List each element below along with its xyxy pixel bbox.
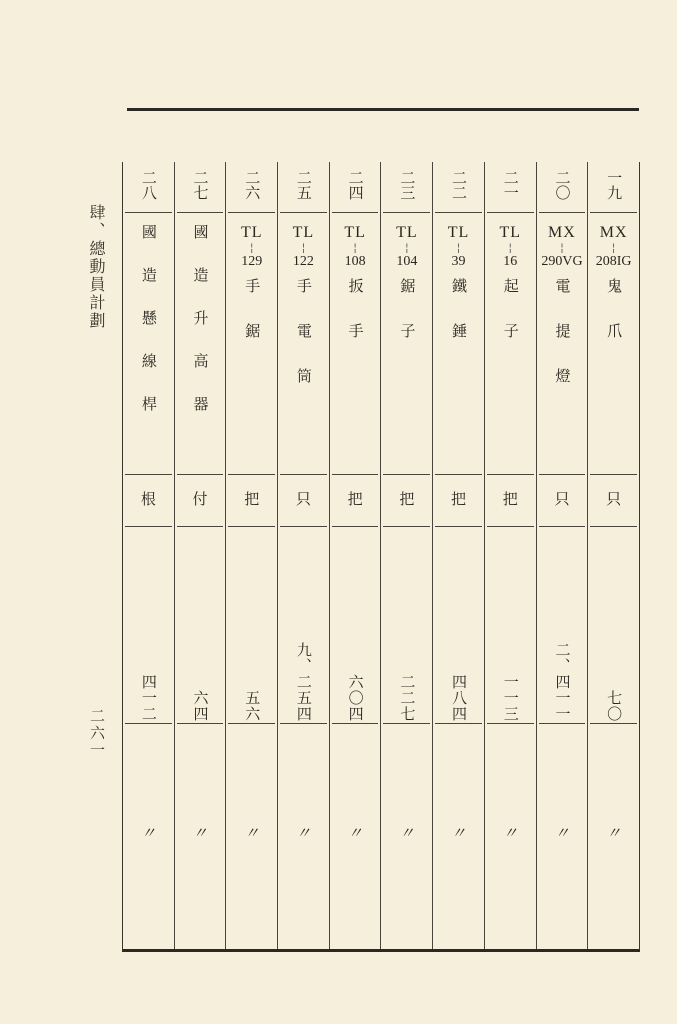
item-name-cell xyxy=(588,224,639,474)
table-column xyxy=(536,162,588,949)
row-divider xyxy=(228,526,275,527)
code-separator: ¦ xyxy=(249,241,254,254)
code-separator: ¦ xyxy=(508,241,513,254)
unit-cell: 把 xyxy=(451,490,467,508)
row-divider xyxy=(332,212,379,213)
item-name-cell xyxy=(537,224,588,474)
item-number-cell xyxy=(588,170,639,200)
item-name: 扳手 xyxy=(346,278,365,368)
item-code: TL xyxy=(447,224,470,241)
quantity-cell xyxy=(381,622,432,722)
quantity: 七〇 xyxy=(605,690,624,722)
item-code: TL xyxy=(499,224,522,241)
item-code-number: 104 xyxy=(396,254,418,269)
unit-cell: 把 xyxy=(244,490,260,508)
row-divider xyxy=(280,526,327,527)
quantity-cell xyxy=(175,622,226,722)
item-number: 二〇 xyxy=(553,170,572,200)
item-name-cell xyxy=(175,224,226,474)
item-name: 鐵錘 xyxy=(450,278,469,368)
quantity-cell xyxy=(537,622,588,722)
quantity-cell xyxy=(588,622,639,722)
remark-ditto-mark: 〃 xyxy=(192,824,208,842)
row-divider xyxy=(125,474,172,475)
row-divider xyxy=(177,526,224,527)
item-name-cell xyxy=(485,224,536,474)
item-name: 手鋸 xyxy=(243,278,262,368)
item-code: MX xyxy=(599,224,628,241)
item-number: 二八 xyxy=(139,170,158,200)
table-column xyxy=(174,162,226,949)
row-divider xyxy=(435,526,482,527)
remark-ditto-mark: 〃 xyxy=(140,824,156,842)
table-column xyxy=(432,162,484,949)
row-divider xyxy=(487,212,534,213)
quantity-cell xyxy=(330,622,381,722)
row-divider xyxy=(487,723,534,724)
quantity: 六四 xyxy=(191,690,210,722)
remark-ditto-mark: 〃 xyxy=(399,824,415,842)
remark-ditto-mark: 〃 xyxy=(502,824,518,842)
table-column xyxy=(277,162,329,949)
item-number: 二六 xyxy=(243,170,262,200)
quantity-cell xyxy=(123,622,174,722)
unit-cell: 付 xyxy=(192,490,208,508)
item-number-cell xyxy=(330,170,381,200)
table-column xyxy=(225,162,277,949)
item-code: TL xyxy=(292,224,315,241)
row-divider xyxy=(280,474,327,475)
row-divider xyxy=(435,474,482,475)
row-divider xyxy=(228,474,275,475)
table-column xyxy=(380,162,432,949)
row-divider xyxy=(280,723,327,724)
row-divider xyxy=(435,723,482,724)
item-code-number: 290VG xyxy=(541,254,583,269)
item-code: MX xyxy=(548,224,576,241)
code-separator: ¦ xyxy=(404,241,409,254)
row-divider xyxy=(590,723,637,724)
table-column xyxy=(329,162,381,949)
item-name: 起子 xyxy=(501,278,520,368)
code-separator: ¦ xyxy=(301,241,306,254)
item-name: 國造懸線桿 xyxy=(139,224,158,439)
quantity: 六〇四 xyxy=(346,674,365,722)
row-divider xyxy=(435,212,482,213)
unit-cell: 把 xyxy=(399,490,415,508)
page-number: 二六一 xyxy=(88,708,106,759)
row-divider xyxy=(332,723,379,724)
row-divider xyxy=(125,212,172,213)
row-divider xyxy=(383,212,430,213)
item-name-cell xyxy=(226,224,277,474)
item-code-number: 108 xyxy=(344,254,366,269)
unit-cell: 把 xyxy=(347,490,363,508)
remark-ditto-mark: 〃 xyxy=(451,824,467,842)
remark-ditto-mark: 〃 xyxy=(347,824,363,842)
item-name: 鬼爪 xyxy=(605,278,624,368)
table-column xyxy=(484,162,536,949)
item-number: 一九 xyxy=(605,170,624,200)
item-name-cell xyxy=(278,224,329,474)
item-name: 電提燈 xyxy=(553,278,572,413)
row-divider xyxy=(383,723,430,724)
remark-ditto-mark: 〃 xyxy=(295,824,311,842)
inventory-table xyxy=(122,162,640,952)
quantity: 一一三 xyxy=(501,674,520,722)
row-divider xyxy=(539,723,586,724)
item-number-cell xyxy=(537,170,588,200)
unit-cell: 只 xyxy=(606,490,622,508)
unit-cell: 把 xyxy=(502,490,518,508)
row-divider xyxy=(177,723,224,724)
item-number-cell xyxy=(485,170,536,200)
quantity-cell xyxy=(485,622,536,722)
item-name-cell xyxy=(381,224,432,474)
item-name: 手電筒 xyxy=(294,278,313,413)
unit-cell: 只 xyxy=(554,490,570,508)
item-name-cell xyxy=(330,224,381,474)
quantity: 二、四一一 xyxy=(553,642,572,722)
row-divider xyxy=(590,526,637,527)
quantity: 二二七 xyxy=(398,674,417,722)
item-name-cell xyxy=(433,224,484,474)
row-divider xyxy=(487,526,534,527)
row-divider xyxy=(487,474,534,475)
row-divider xyxy=(539,474,586,475)
row-divider xyxy=(125,723,172,724)
item-number-cell xyxy=(226,170,277,200)
item-code-number: 16 xyxy=(503,254,518,269)
quantity: 九、二五四 xyxy=(294,642,313,722)
item-number: 二一 xyxy=(501,170,520,200)
code-separator: ¦ xyxy=(560,241,564,254)
item-number-cell xyxy=(278,170,329,200)
unit-cell: 根 xyxy=(140,490,156,508)
top-rule xyxy=(127,108,639,111)
item-number-cell xyxy=(123,170,174,200)
row-divider xyxy=(177,212,224,213)
quantity-cell xyxy=(433,622,484,722)
row-divider xyxy=(590,212,637,213)
item-code-number: 129 xyxy=(241,254,263,269)
row-divider xyxy=(280,212,327,213)
item-number-cell xyxy=(433,170,484,200)
item-name-cell xyxy=(123,224,174,474)
remark-ditto-mark: 〃 xyxy=(244,824,260,842)
row-divider xyxy=(383,474,430,475)
quantity: 四一二 xyxy=(139,674,158,722)
code-separator: ¦ xyxy=(456,241,461,254)
code-separator: ¦ xyxy=(611,241,616,254)
unit-cell: 只 xyxy=(295,490,311,508)
item-name: 國造升高器 xyxy=(191,224,210,439)
item-number-cell xyxy=(381,170,432,200)
item-number: 二三 xyxy=(398,170,417,200)
row-divider xyxy=(539,526,586,527)
item-code: TL xyxy=(396,224,418,241)
item-number: 二五 xyxy=(294,170,313,200)
item-code: TL xyxy=(240,224,263,241)
quantity-cell xyxy=(278,622,329,722)
item-code-number: 208IG xyxy=(595,254,632,269)
row-divider xyxy=(177,474,224,475)
item-code: TL xyxy=(344,224,366,241)
row-divider xyxy=(228,212,275,213)
item-number: 二七 xyxy=(191,170,210,200)
item-code-number: 39 xyxy=(451,254,466,269)
code-separator: ¦ xyxy=(353,241,357,254)
quantity: 四八四 xyxy=(450,674,469,722)
row-divider xyxy=(228,723,275,724)
row-divider xyxy=(332,474,379,475)
item-code-number: 122 xyxy=(292,254,314,269)
remark-ditto-mark: 〃 xyxy=(606,824,622,842)
item-number: 二四 xyxy=(346,170,365,200)
item-name: 鋸子 xyxy=(398,278,417,368)
row-divider xyxy=(590,474,637,475)
quantity-cell xyxy=(226,622,277,722)
row-divider xyxy=(383,526,430,527)
item-number: 二二 xyxy=(450,170,469,200)
remark-ditto-mark: 〃 xyxy=(554,824,570,842)
quantity: 五六 xyxy=(243,690,262,722)
section-title: 肆、總動員計劃 xyxy=(87,204,106,330)
row-divider xyxy=(332,526,379,527)
table-column xyxy=(587,162,639,949)
table-column xyxy=(123,162,174,949)
row-divider xyxy=(539,212,586,213)
item-number-cell xyxy=(175,170,226,200)
row-divider xyxy=(125,526,172,527)
